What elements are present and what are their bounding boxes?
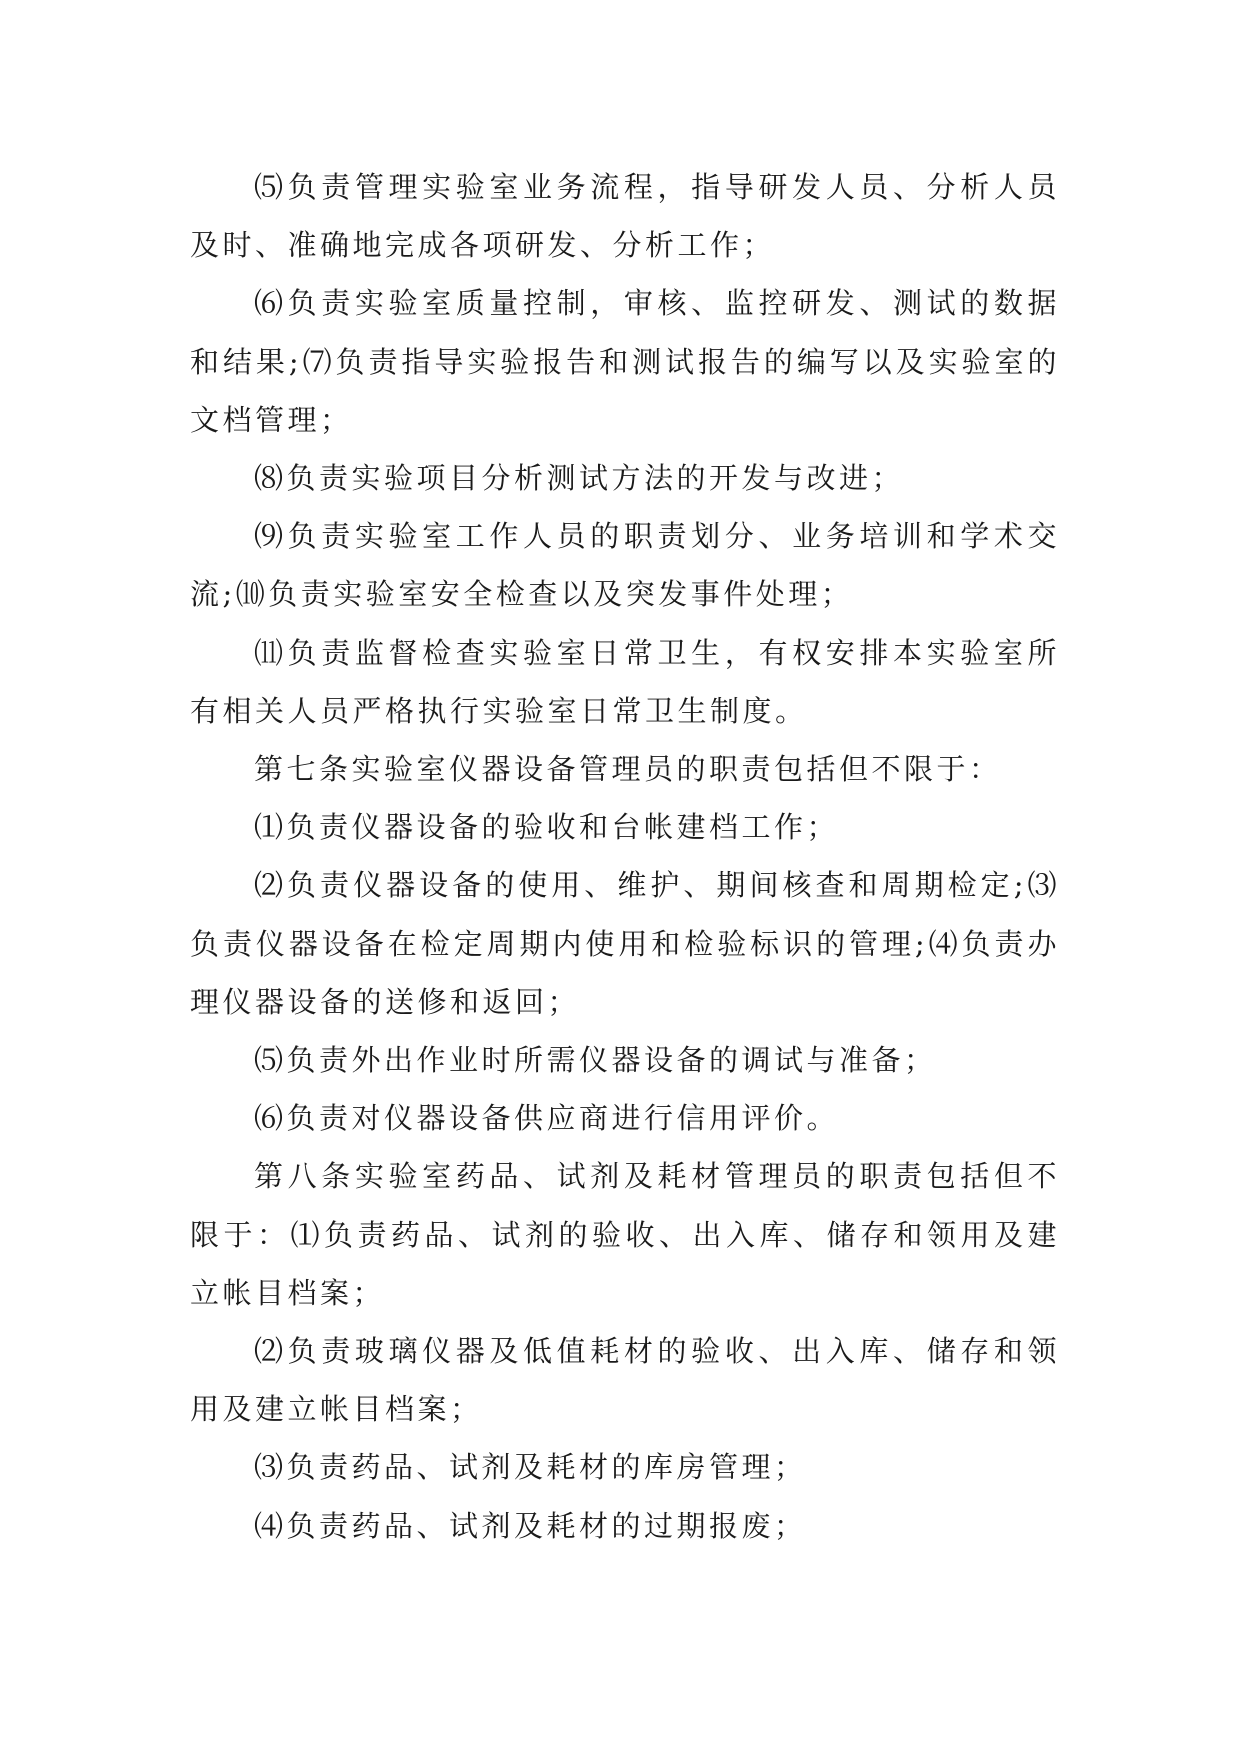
paragraph-1-acceptance: ⑴负责仪器设备的验收和台帐建档工作； <box>254 810 840 845</box>
paragraph-3-storeroom: ⑶负责药品、试剂及耗材的库房管理； <box>254 1450 807 1485</box>
article-7-heading: 第七条实验室仪器设备管理员的职责包括但不限于： <box>254 752 1002 787</box>
article-8-heading: 第八条实验室药品、试剂及耗材管理员的职责包括但不限于：⑴负责药品、试剂的验收、出入库、储存和领用及建立帐目档案； <box>190 1159 1060 1310</box>
document-body <box>190 158 1060 1555</box>
paragraph-5-field-prep: ⑸负责外出作业时所需仪器设备的调试与准备； <box>254 1043 937 1078</box>
paragraph-11-hygiene: ⑾负责监督检查实验室日常卫生，有权安排本实验室所有相关人员严格执行实验室日常卫生制度。 <box>190 635 1060 728</box>
paragraph-4-expiry: ⑷负责药品、试剂及耗材的过期报废； <box>254 1508 807 1543</box>
paragraph-9-10-staff-safety: ⑼负责实验室工作人员的职责划分、业务培训和学术交流;⑽负责实验室安全检查以及突发事件处理； <box>190 519 1060 612</box>
paragraph-6-supplier-credit: ⑹负责对仪器设备供应商进行信用评价。 <box>254 1101 840 1136</box>
paragraph-5-workflow: ⑸负责管理实验室业务流程，指导研发人员、分析人员及时、准确地完成各项研发、分析工作； <box>190 170 1060 263</box>
paragraph-2-glassware: ⑵负责玻璃仪器及低值耗材的验收、出入库、储存和领用及建立帐目档案； <box>190 1334 1060 1427</box>
paragraph-8-methods: ⑻负责实验项目分析测试方法的开发与改进； <box>254 461 905 496</box>
paragraph-6-7-quality-reports: ⑹负责实验室质量控制，审核、监控研发、测试的数据和结果;⑺负责指导实验报告和测试报告的编写以及实验室的文档管理； <box>190 286 1060 437</box>
paragraph-2-3-4-maintenance: ⑵负责仪器设备的使用、维护、期间核查和周期检定;⑶负责仪器设备在检定周期内使用和检验标识的管理;⑷负责办理仪器设备的送修和返回； <box>190 868 1060 1019</box>
